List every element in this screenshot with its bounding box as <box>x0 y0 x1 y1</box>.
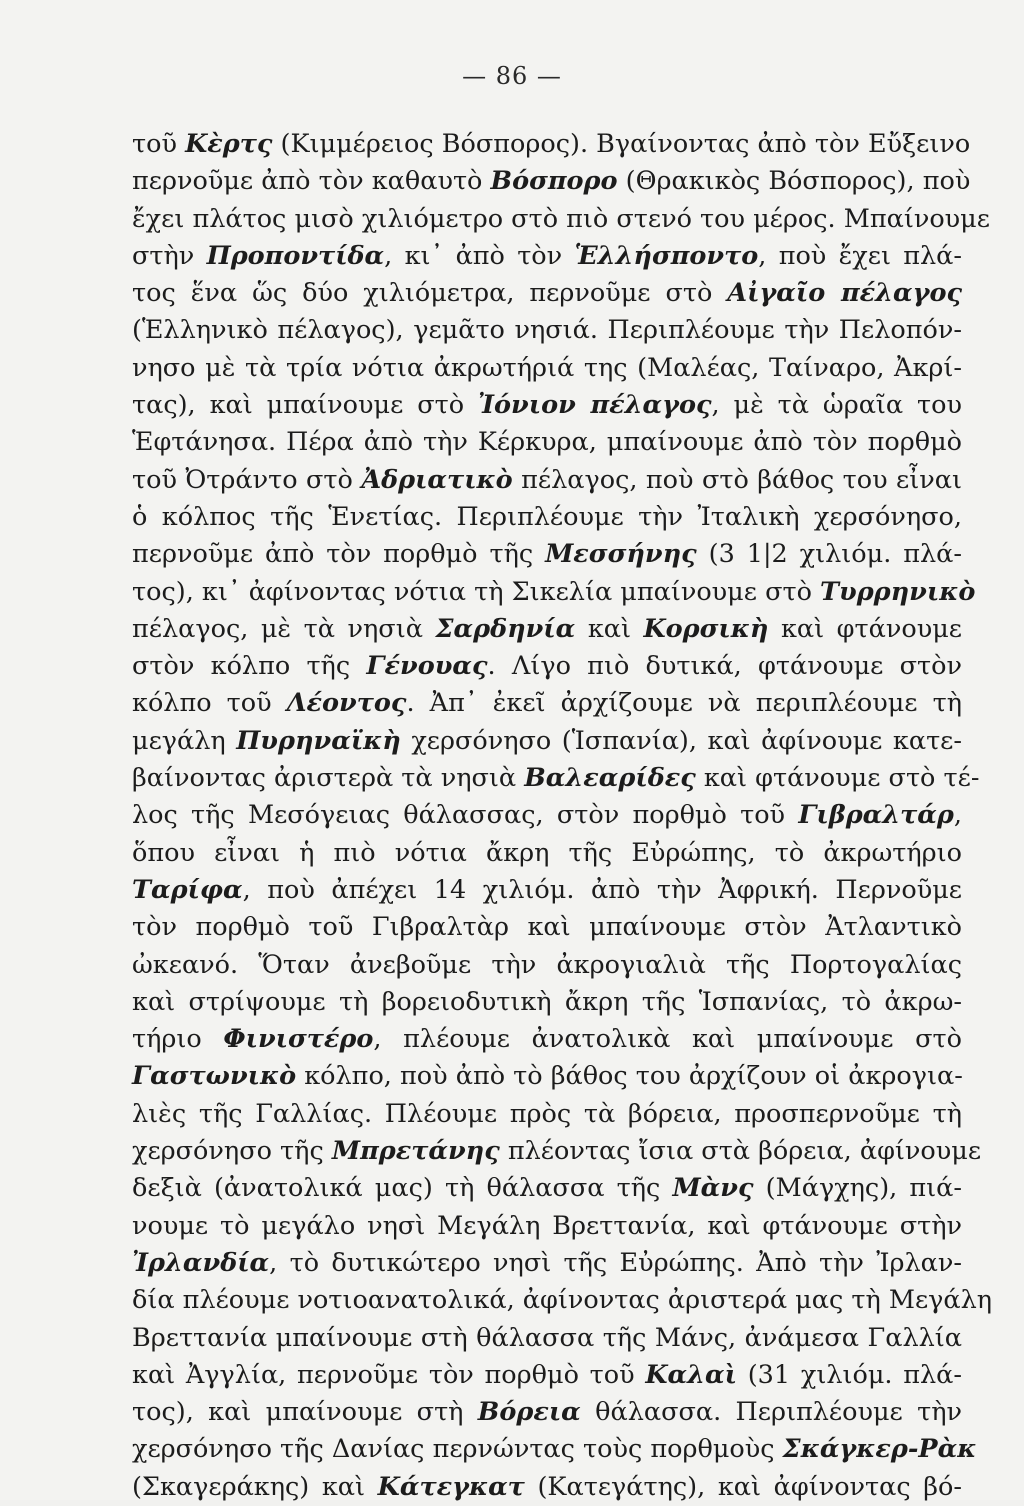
emphasized-place-name: Βόρεια <box>477 1397 581 1428</box>
text-line: δία πλέουμε νοτιοανατολικά, ἀφίνοντας ἀριστερά μας τὴ Μεγάλη <box>132 1285 993 1316</box>
text-line: τήριο Φινιστέρο, πλέουμε ἀνατολικὰ καὶ μπαίνουμε στὸ <box>132 1024 962 1055</box>
emphasized-place-name: Ἑλλήσποντο <box>574 240 759 271</box>
emphasized-place-name: Καλαὶ <box>645 1359 737 1390</box>
emphasized-place-name: Αἰγαῖο πέλαγος <box>727 278 962 309</box>
text-line: ὁ κόλπος τῆς Ἑνετίας. Περιπλέουμε τὴν Ἰταλικὴ χερσόνησο, <box>132 501 962 532</box>
emphasized-place-name: Λέοντος <box>286 688 407 719</box>
text-line: βαίνοντας ἀριστερὰ τὰ νησιὰ Βαλεαρίδες καὶ φτάνουμε στὸ τέ- <box>132 763 980 794</box>
body-text <box>132 126 993 1506</box>
text-line: καὶ στρίψουμε τὴ βορειοδυτικὴ ἄκρη τῆς Ἱσπανίας, τὸ ἀκρω- <box>132 986 962 1017</box>
emphasized-place-name: Κορσικὴ <box>643 613 769 644</box>
text-line: δεξιὰ (ἀνατολικά μας) τὴ θάλασσα τῆς Μὰνς (Μάγχης), πιά- <box>132 1173 962 1204</box>
text-line: ὅπου εἶναι ἡ πιὸ νότια ἄκρη τῆς Εὐρώπης, τὸ ἀκρωτήριο <box>132 837 962 868</box>
page-number: — 86 — <box>462 62 562 90</box>
emphasized-place-name: Κὲρτς <box>185 129 273 159</box>
text-line: Ἰρλανδία, τὸ δυτικώτερο νησὶ τῆς Εὐρώπης. Ἀπὸ τὴν Ἰρλαν- <box>132 1247 962 1278</box>
emphasized-place-name: Φινιστέρο <box>223 1024 374 1055</box>
text-line: Βρεττανία μπαίνουμε στὴ θάλασσα τῆς Μάνς, ἀνάμεσα Γαλλία <box>132 1322 962 1353</box>
emphasized-place-name: Γένουας <box>366 651 488 682</box>
text-line: τος ἕνα ὥς δύο χιλιόμετρα, περνοῦμε στὸ Αἰγαῖο πέλαγος <box>132 278 962 309</box>
text-line: ἔχει πλάτος μισὸ χιλιόμετρο στὸ πιὸ στενό του μέρος. Μπαίνουμε <box>132 203 990 234</box>
emphasized-place-name: Μὰνς <box>672 1173 754 1204</box>
text-line: χερσόνησο τῆς Μπρετάνης πλέοντας ἴσια στὰ βόρεια, ἀφίνουμε <box>132 1136 982 1167</box>
text-line: περνοῦμε ἀπὸ τὸν καθαυτὸ Βόσπορο (Θρακικὸς Βόσπορος), ποὺ <box>132 166 971 197</box>
text-line: ὠκεανό. Ὅταν ἀνεβοῦμε τὴν ἀκρογιαλιὰ τῆς Πορτογαλίας <box>132 949 962 980</box>
text-line: τος), κι᾽ ἀφίνοντας νότια τὴ Σικελία μπαίνουμε στὸ Τυρρηνικὸ <box>132 576 976 607</box>
text-line: (Ἑλληνικὸ πέλαγος), γεμᾶτο νησιά. Περιπλέουμε τὴν Πελοπόν- <box>132 315 962 346</box>
emphasized-place-name: Σκάγκερ-Ρὰκ <box>782 1434 977 1465</box>
text-line: Ἑφτάνησα. Πέρα ἀπὸ τὴν Κέρκυρα, μπαίνουμε ἀπὸ τὸν πορθμὸ <box>132 427 962 458</box>
emphasized-place-name: Βόσπορο <box>490 166 618 197</box>
text-line: τοῦ Κὲρτς (Κιμμέρειος Βόσπορος). Βγαίνοντας ἀπὸ τὸν Εὔξεινο <box>132 129 971 159</box>
text-line: Γαστωνικὸ κόλπο, ποὺ ἀπὸ τὸ βάθος του ἀρχίζουν οἱ ἀκρογια- <box>132 1061 963 1092</box>
text-line: περνοῦμε ἀπὸ τὸν πορθμὸ τῆς Μεσσήνης (3 1|2 χιλιόμ. πλά- <box>132 539 962 570</box>
text-line: νησο μὲ τὰ τρία νότια ἀκρωτήριά της (Μαλέας, Ταίναρο, Ἀκρί- <box>132 352 962 383</box>
text-line: τὸν πορθμὸ τοῦ Γιβραλτὰρ καὶ μπαίνουμε στὸν Ἀτλαντικὸ <box>132 912 962 943</box>
emphasized-place-name: Ταρίφα <box>132 874 243 905</box>
emphasized-place-name: Γαστωνικὸ <box>132 1061 297 1092</box>
emphasized-place-name: Ἰρλανδία <box>132 1247 270 1278</box>
emphasized-place-name: Ἰόνιον πέλαγος <box>478 390 712 421</box>
text-line: λιὲς τῆς Γαλλίας. Πλέουμε πρὸς τὰ βόρεια, προσπερνοῦμε τὴ <box>132 1098 962 1129</box>
text-line: τος), καὶ μπαίνουμε στὴ Βόρεια θάλασσα. Περιπλέουμε τὴν <box>132 1397 962 1428</box>
emphasized-place-name: Σαρδηνία <box>435 613 576 644</box>
text-line: νουμε τὸ μεγάλο νησὶ Μεγάλη Βρεττανία, καὶ φτάνουμε στὴν <box>132 1210 962 1241</box>
text-line: (Σκαγεράκης) καὶ Κάτεγκατ (Κατεγάτης), καὶ ἀφίνοντας βό- <box>132 1471 962 1502</box>
emphasized-place-name: Κάτεγκατ <box>377 1471 525 1502</box>
emphasized-place-name: Τυρρηνικὸ <box>820 576 976 607</box>
emphasized-place-name: Μπρετάνης <box>331 1136 500 1167</box>
text-line: τας), καὶ μπαίνουμε στὸ Ἰόνιον πέλαγος, μὲ τὰ ὡραῖα του <box>132 390 962 421</box>
emphasized-place-name: Γιβραλτάρ <box>798 800 954 831</box>
emphasized-place-name: Βαλεαρίδες <box>524 763 696 794</box>
text-line: πέλαγος, μὲ τὰ νησιὰ Σαρδηνία καὶ Κορσικὴ καὶ φτάνουμε <box>132 613 962 644</box>
emphasized-place-name: Πυρηναϊκὴ <box>236 725 401 756</box>
emphasized-place-name: Προποντίδα <box>206 240 385 271</box>
text-line: καὶ Ἀγγλία, περνοῦμε τὸν πορθμὸ τοῦ Καλαὶ (31 χιλιόμ. πλά- <box>132 1359 962 1390</box>
text-line: κόλπο τοῦ Λέοντος. Ἀπ᾽ ἐκεῖ ἀρχίζουμε νὰ περιπλέουμε τὴ <box>132 688 962 719</box>
emphasized-place-name: Μεσσήνης <box>545 539 697 570</box>
text-line: λος τῆς Μεσόγειας θάλασσας, στὸν πορθμὸ τοῦ Γιβραλτάρ, <box>132 800 962 831</box>
text-line: στὴν Προποντίδα, κι᾽ ἀπὸ τὸν Ἑλλήσποντο, ποὺ ἔχει πλά- <box>132 240 963 271</box>
text-line: στὸν κόλπο τῆς Γένουας. Λίγο πιὸ δυτικά, φτάνουμε στὸν <box>132 651 962 682</box>
text-line: μεγάλη Πυρηναϊκὴ χερσόνησο (Ἱσπανία), καὶ ἀφίνουμε κατε- <box>132 725 963 756</box>
text-line: τοῦ Ὀτράντο στὸ Ἀδριατικὸ πέλαγος, ποὺ στὸ βάθος του εἶναι <box>132 464 962 495</box>
text-line: χερσόνησο τῆς Δανίας περνώντας τοὺς πορθμοὺς Σκάγκερ-Ρὰκ <box>132 1434 977 1465</box>
emphasized-place-name: Ἀδριατικὸ <box>361 464 513 495</box>
text-line: Ταρίφα, ποὺ ἀπέχει 14 χιλιόμ. ἀπὸ τὴν Ἀφρική. Περνοῦμε <box>132 874 962 905</box>
